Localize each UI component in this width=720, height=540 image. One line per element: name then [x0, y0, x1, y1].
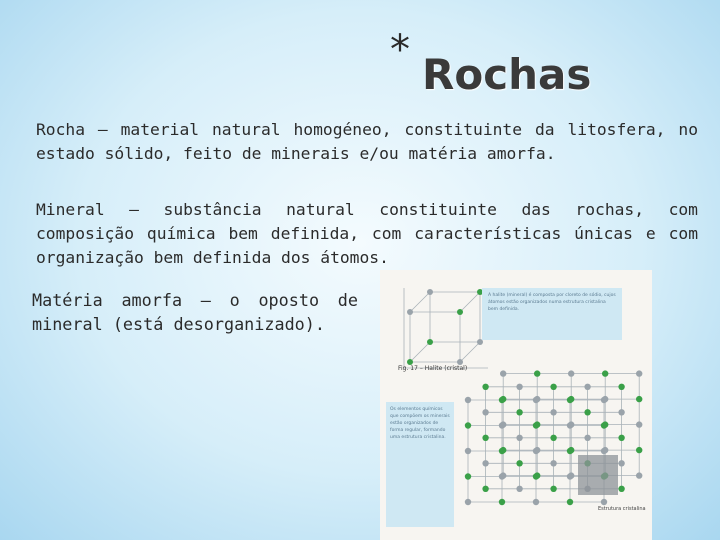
lattice-atom: [516, 384, 522, 390]
lattice-atom: [534, 447, 540, 453]
lattice-atom: [534, 421, 540, 427]
figure-note-box: A halite (mineral) é composta por cloreto de sódio, cujos átomos estão organizados numa estrutura cristalina bem definida.: [482, 288, 622, 340]
lattice-atom: [407, 309, 413, 315]
definition-materia-amorfa: Matéria amorfa – o oposto de mineral (está desorganizado).: [32, 290, 358, 334]
lattice-atom: [601, 499, 607, 505]
highlighted-unit-cell: [578, 455, 618, 495]
figure-structure-label: Estrutura cristalina: [598, 506, 646, 512]
lattice-atom: [465, 422, 471, 428]
lattice-atom: [534, 396, 540, 402]
lattice-atom: [499, 499, 505, 505]
lattice-atom: [618, 409, 624, 415]
lattice-atom: [550, 409, 556, 415]
lattice-atom: [602, 447, 608, 453]
cube-edge: [460, 342, 480, 362]
lattice-atom: [636, 421, 642, 427]
lattice-atom: [636, 447, 642, 453]
definition-rocha: Rocha – material natural homogéneo, constituinte da litosfera, no estado sólido, feito de minerais e/ou matéria amorfa.: [36, 120, 698, 163]
lattice-atom: [516, 460, 522, 466]
lattice-atom: [500, 472, 506, 478]
lattice-atom: [534, 472, 540, 478]
lattice-atom: [465, 448, 471, 454]
figure-caption: Fig. 17 – Halite (cristal): [398, 365, 468, 372]
lattice-atom: [482, 409, 488, 415]
cube-edge: [410, 292, 430, 312]
lattice-atom: [534, 370, 540, 376]
lattice-atom: [482, 435, 488, 441]
lattice-atom: [550, 460, 556, 466]
lattice-atom: [533, 499, 539, 505]
lattice-atom: [618, 435, 624, 441]
slide-title: Rochas: [422, 50, 592, 99]
lattice-atom: [550, 384, 556, 390]
lattice-atom: [482, 460, 488, 466]
lattice-atom: [465, 397, 471, 403]
figure-sidebar-box: Os elementos químicos que compõem os minerais estão organizados de forma regular, formando uma estrutura cristalina.: [386, 402, 454, 527]
lattice-atom: [636, 370, 642, 376]
lattice-atom: [568, 370, 574, 376]
lattice-atom: [618, 486, 624, 492]
lattice-atom: [482, 384, 488, 390]
lattice-atom: [500, 396, 506, 402]
lattice-atom: [568, 447, 574, 453]
lattice-atom: [457, 309, 463, 315]
crystal-lattice-figure: [380, 270, 652, 540]
cube-edge: [460, 292, 480, 312]
lattice-atom: [636, 472, 642, 478]
definition-mineral: Mineral – substância natural constituinte das rochas, com composição química bem definida, com características únicas e com organização bem definida dos átomos.: [36, 200, 698, 267]
lattice-atom: [568, 396, 574, 402]
lattice-atom: [618, 460, 624, 466]
lattice-atom: [550, 435, 556, 441]
lattice-atom: [427, 289, 433, 295]
lattice-atom: [584, 435, 590, 441]
asterisk-bullet-icon: *: [390, 27, 410, 73]
lattice-atom: [465, 499, 471, 505]
lattice-atom: [568, 472, 574, 478]
lattice-atom: [482, 486, 488, 492]
lattice-atom: [550, 486, 556, 492]
lattice-atom: [602, 421, 608, 427]
lattice-atom: [500, 421, 506, 427]
lattice-atom: [602, 396, 608, 402]
lattice-atom: [516, 409, 522, 415]
lattice-atom: [618, 384, 624, 390]
lattice-atom: [567, 499, 573, 505]
lattice-atom: [516, 486, 522, 492]
lattice-atom: [636, 396, 642, 402]
lattice-atom: [465, 473, 471, 479]
cube-edge: [410, 342, 430, 362]
lattice-atom: [500, 447, 506, 453]
lattice-atom: [584, 409, 590, 415]
lattice-atom: [500, 370, 506, 376]
lattice-atom: [427, 339, 433, 345]
lattice-atom: [516, 435, 522, 441]
lattice-atom: [602, 370, 608, 376]
lattice-atom: [584, 384, 590, 390]
lattice-atom: [568, 421, 574, 427]
